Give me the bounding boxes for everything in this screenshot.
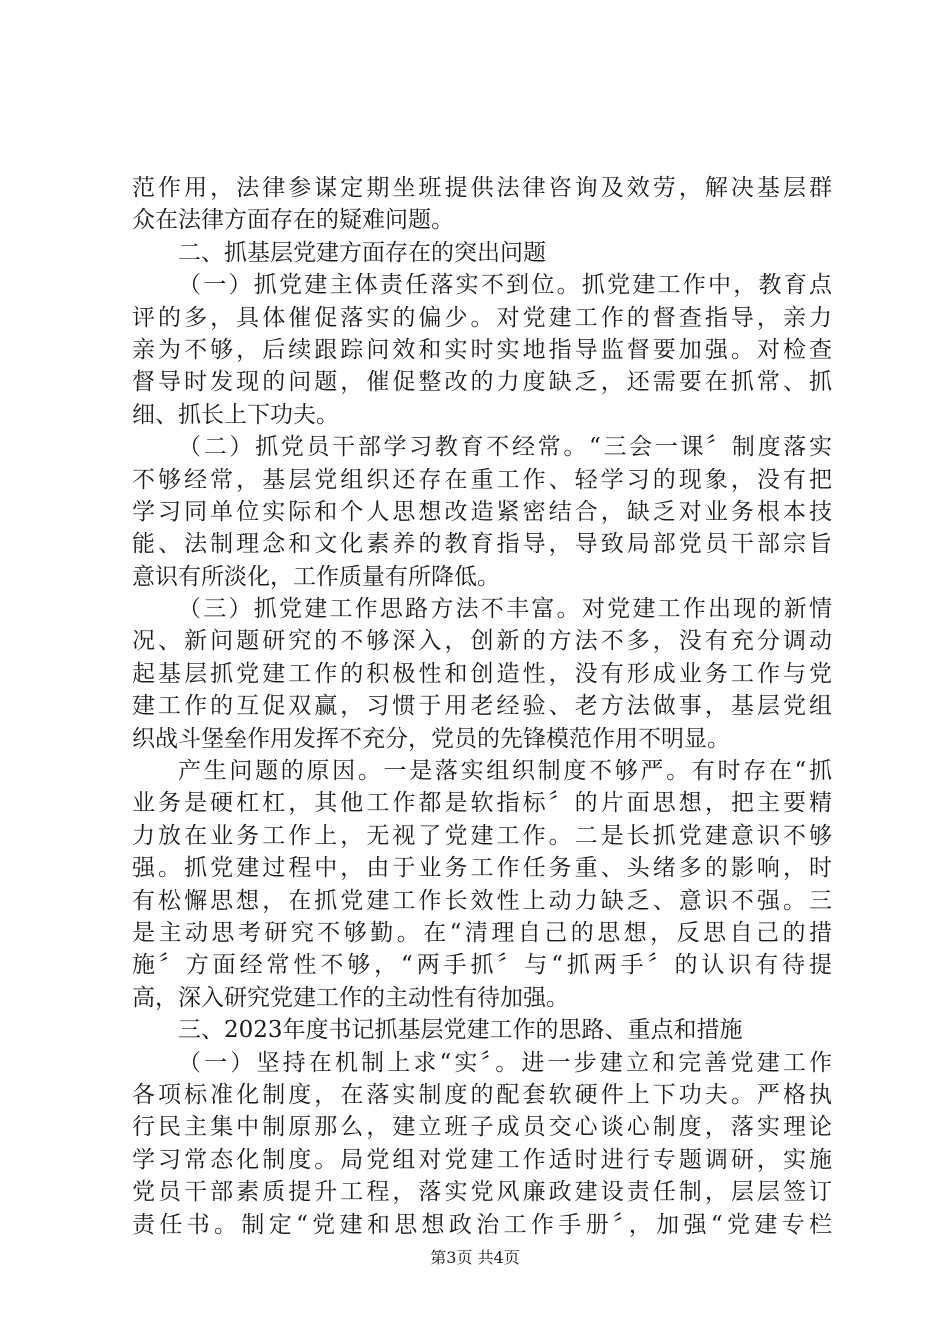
text-line: 党员干部素质提升工程，落实党风廉政建设责任制，层层签订	[132, 1179, 832, 1206]
text-line: （一）坚持在机制上求“实〞。进一步建立和完善党建工作	[178, 1049, 832, 1076]
page-number-footer: 第3页 共4页	[430, 1248, 520, 1267]
text-line: 责任书。制定“党建和思想政治工作手册〞，加强“党建专栏	[132, 1211, 832, 1238]
text-line: 细、抓长上下功夫。	[132, 401, 339, 428]
text-line: 意识有所淡化，工作质量有所降低。	[132, 563, 500, 590]
text-line: 二、抓基层党建方面存在的突出问题	[178, 239, 546, 266]
text-line: 亲为不够，后续跟踪问效和实时实地指导监督要加强。对检查	[132, 336, 832, 363]
text-line: 各项标准化制度，在落实制度的配套软硬件上下功夫。严格执	[132, 1081, 832, 1108]
text-line: （一）抓党建主体责任落实不到位。抓党建工作中，教育点	[178, 272, 832, 299]
text-line: 三、2023年度书记抓基层党建工作的思路、重点和措施	[178, 1017, 743, 1044]
text-line: 范作用，法律参谋定期坐班提供法律咨询及效劳，解决基层群	[132, 175, 832, 201]
text-line: 况、新问题研究的不够深入，创新的方法不多，没有充分调动	[132, 628, 832, 655]
text-line: 行民主集中制原那么，建立班子成员交心谈心制度，落实理论	[132, 1114, 832, 1141]
text-line: （三）抓党建工作思路方法不丰富。对党建工作出现的新情	[178, 596, 832, 623]
text-line: 学习同单位实际和个人思想改造紧密结合，缺乏对业务根本技	[132, 498, 832, 525]
text-line: 建工作的互促双赢，习惯于用老经验、老方法做事，基层党组	[132, 693, 832, 720]
text-line: 众在法律方面存在的疑难问题。	[132, 207, 454, 234]
text-line: 业务是硬杠杠，其他工作都是软指标〞的片面思想，把主要精	[132, 790, 832, 817]
text-line: 力放在业务工作上，无视了党建工作。二是长抓党建意识不够	[132, 822, 832, 849]
text-line: 能、法制理念和文化素养的教育指导，导致局部党员干部宗旨	[132, 531, 832, 558]
text-line: 强。抓党建过程中，由于业务工作任务重、头绪多的影响，时	[132, 855, 832, 882]
text-line: 起基层抓党建工作的积极性和创造性，没有形成业务工作与党	[132, 660, 832, 687]
text-line: （二）抓党员干部学习教育不经常。“三会一课〞制度落实	[178, 434, 832, 461]
text-line: 高，深入研究党建工作的主动性有待加强。	[132, 984, 569, 1011]
document-body	[132, 172, 832, 1241]
text-line: 是主动思考研究不够勤。在“清理自己的思想，反思自己的措	[132, 919, 832, 946]
text-line: 不够经常，基层党组织还存在重工作、轻学习的现象，没有把	[132, 466, 832, 493]
text-line: 产生问题的原因。一是落实组织制度不够严。有时存在“抓	[178, 758, 832, 785]
text-line: 施〞方面经常性不够，“两手抓〞与“抓两手〞的认识有待提	[132, 952, 832, 979]
text-line: 学习常态化制度。局党组对党建工作适时进行专题调研，实施	[132, 1146, 832, 1173]
text-line: 有松懈思想，在抓党建工作长效性上动力缺乏、意识不强。三	[132, 887, 832, 914]
text-line: 督导时发现的问题，催促整改的力度缺乏，还需要在抓常、抓	[132, 369, 832, 396]
text-line: 织战斗堡垒作用发挥不充分，党员的先锋模范作用不明显。	[132, 725, 730, 752]
text-line: 评的多，具体催促落实的偏少。对党建工作的督查指导，亲力	[132, 304, 832, 331]
